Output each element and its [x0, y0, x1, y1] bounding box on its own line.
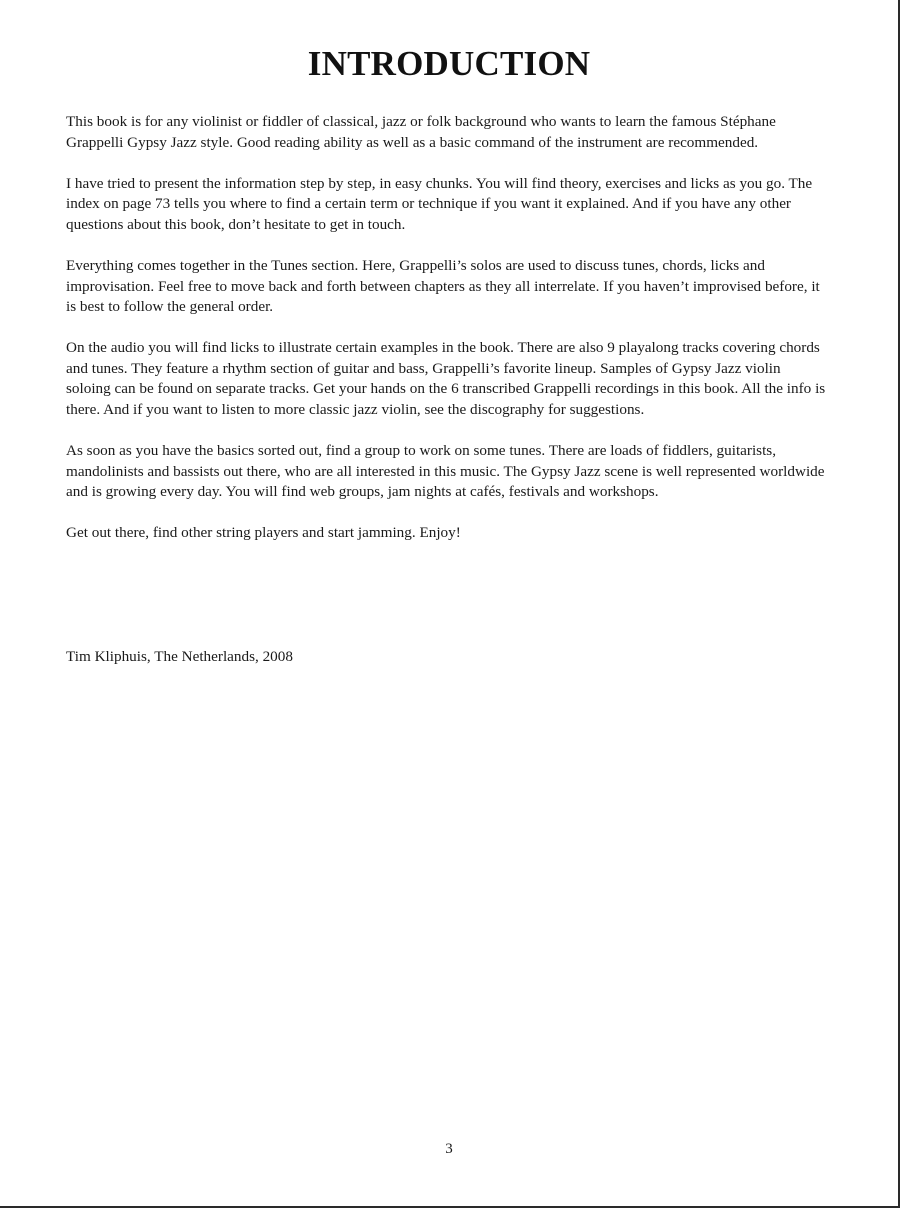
paragraph-6: Get out there, find other string players and start jamming. Enjoy!	[66, 524, 461, 542]
author-signature: Tim Kliphuis, The Netherlands, 2008	[66, 648, 293, 665]
paragraph-2: I have tried to present the information step by step, in easy chunks. You will find theory, exercises and licks as you go. The index on page 73 tells you where to find a certain term or technique if you want it explained. And if you have any other questions about this book, don’t hesitate to get in touch.	[66, 174, 813, 233]
paragraph-1: This book is for any violinist or fiddler of classical, jazz or folk background who wants to learn the famous Stéphane Grappelli Gypsy Jazz style. Good reading ability as well as a basic command of the instrument are recommended.	[66, 113, 776, 151]
paragraph-5: As soon as you have the basics sorted out, find a group to work on some tunes. There are loads of fiddlers, guitarists, mandolinists and bassists out there, who are all interested in this music. The Gypsy Jazz scene is well represented worldwide and is growing every day. You will find web groups, jam nights at cafés, festivals and workshops.	[66, 442, 825, 501]
introduction-body	[66, 112, 826, 565]
paragraph-3: Everything comes together in the Tunes section. Here, Grappelli’s solos are used to discuss tunes, chords, licks and improvisation. Feel free to move back and forth between chapters as they all interrelate. If you haven’t improvised before, it is best to follow the general order.	[66, 256, 820, 316]
paragraph-4: On the audio you will find licks to illustrate certain examples in the book. There are also 9 playalong tracks covering chords and tunes. They feature a rhythm section of guitar and bass, Grappelli’s favorite lineup. Samples of Gypsy Jazz violin soloing can be found on separate tracks. Get your hands on the 6 transcribed Grappelli recordings in this book. All the info is there. And if you want to listen to more classic jazz violin, see the discography for suggestions.	[66, 339, 826, 419]
page-number: 3	[445, 1141, 453, 1157]
page-title: INTRODUCTION	[307, 44, 591, 83]
